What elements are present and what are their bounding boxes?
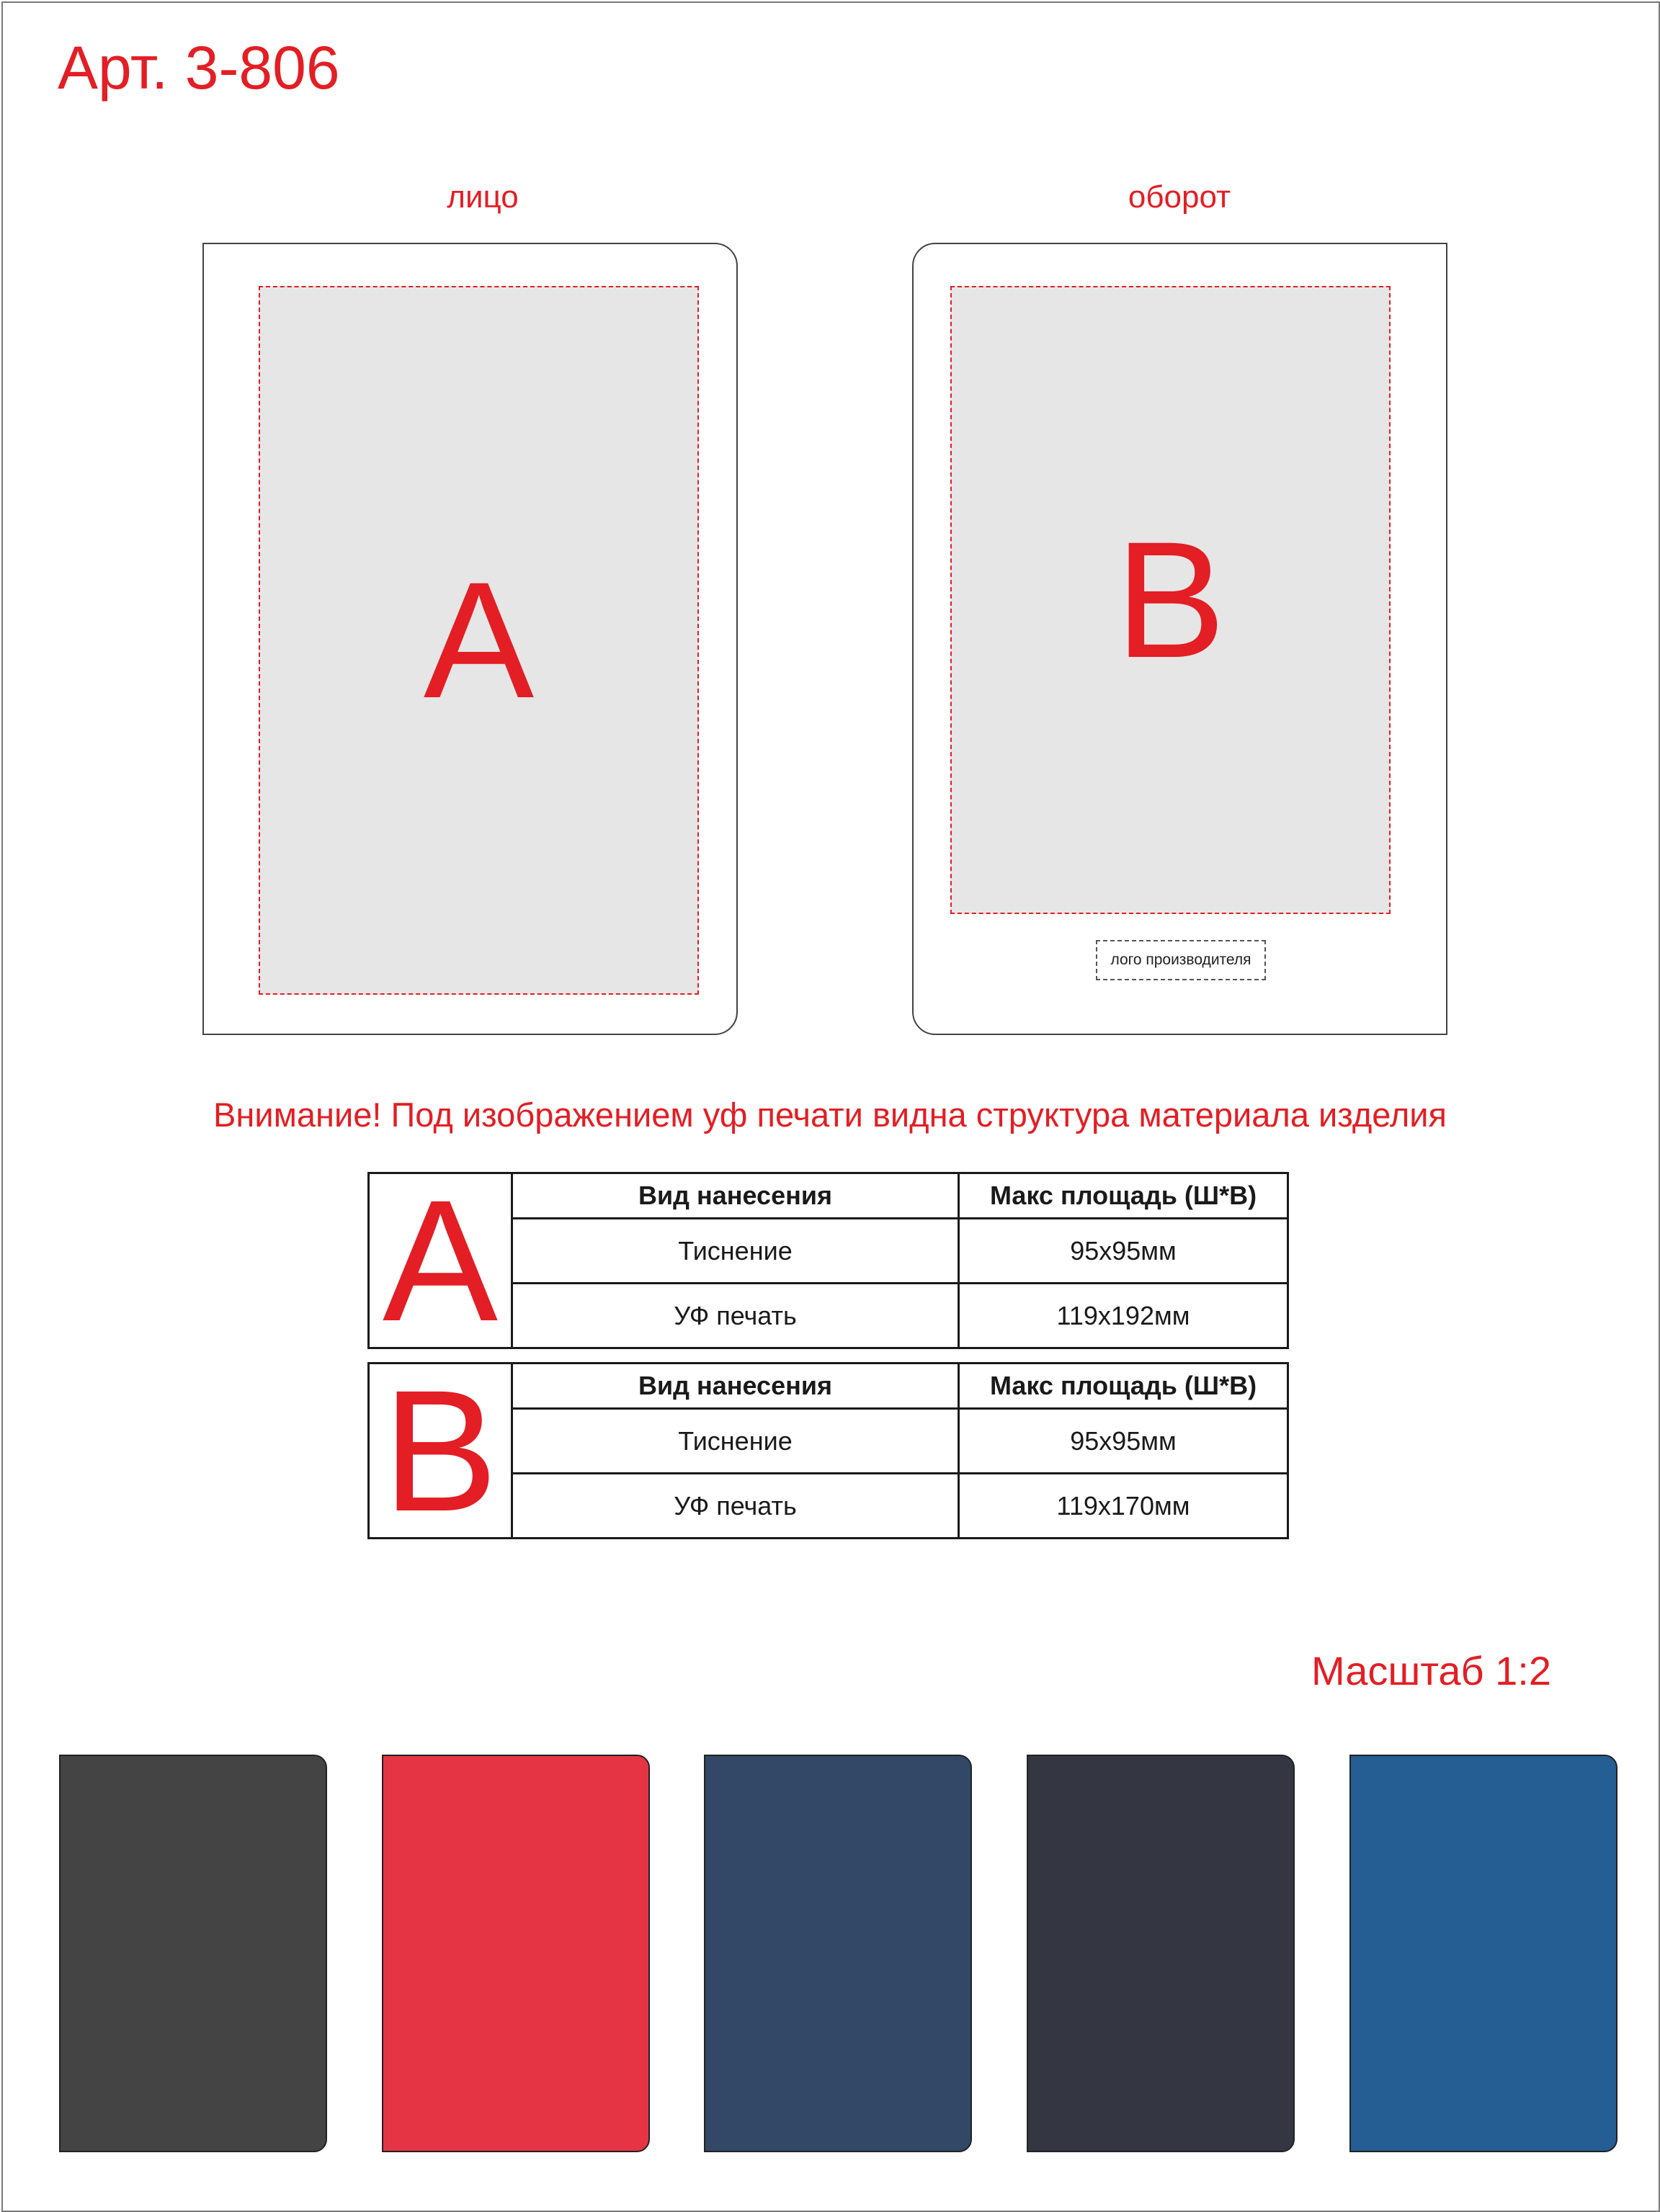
area-column-header: Макс площадь (Ш*В) (959, 1173, 1288, 1219)
table-header-row (369, 1173, 1288, 1219)
table-header-row (369, 1364, 1288, 1409)
method-column-header: Вид нанесения (512, 1173, 959, 1219)
spec-table-b (367, 1354, 1289, 1547)
color-swatch-red (382, 1755, 650, 2152)
method-cell: УФ печать (512, 1284, 959, 1348)
article-title: Арт. 3-806 (58, 34, 340, 102)
method-cell: УФ печать (512, 1474, 959, 1539)
method-cell: Тиснение (512, 1219, 959, 1284)
scale-label: Масштаб 1:2 (1311, 1648, 1551, 1693)
notice-text: Внимание! Под изображением уф печати видна структура материала изделия (213, 1096, 1447, 1134)
table-zone-letter: B (369, 1364, 512, 1539)
color-swatch-dark-gray (59, 1755, 327, 2152)
method-column-header: Вид нанесения (512, 1364, 959, 1409)
front-print-area (259, 286, 699, 995)
back-print-area (950, 286, 1391, 914)
back-side-label: оборот (1128, 179, 1231, 215)
color-swatch-charcoal (1027, 1755, 1295, 2152)
back-zone-letter: B (1115, 507, 1226, 692)
table-zone-letter: A (369, 1173, 512, 1348)
back-cover (912, 243, 1447, 1035)
area-cell: 119x192мм (959, 1284, 1288, 1348)
area-cell: 119x170мм (959, 1474, 1288, 1539)
front-side-label: лицо (447, 179, 519, 215)
area-column-header: Макс площадь (Ш*В) (959, 1364, 1288, 1409)
area-cell: 95x95мм (959, 1409, 1288, 1474)
manufacturer-logo-placeholder: лого производителя (1096, 940, 1266, 980)
color-swatch-blue (1349, 1755, 1617, 2152)
front-zone-letter: A (423, 547, 535, 733)
method-cell: Тиснение (512, 1409, 959, 1474)
front-cover (202, 243, 738, 1035)
area-cell: 95x95мм (959, 1219, 1288, 1284)
spec-table-a (367, 1164, 1289, 1357)
color-swatch-navy (704, 1755, 972, 2152)
